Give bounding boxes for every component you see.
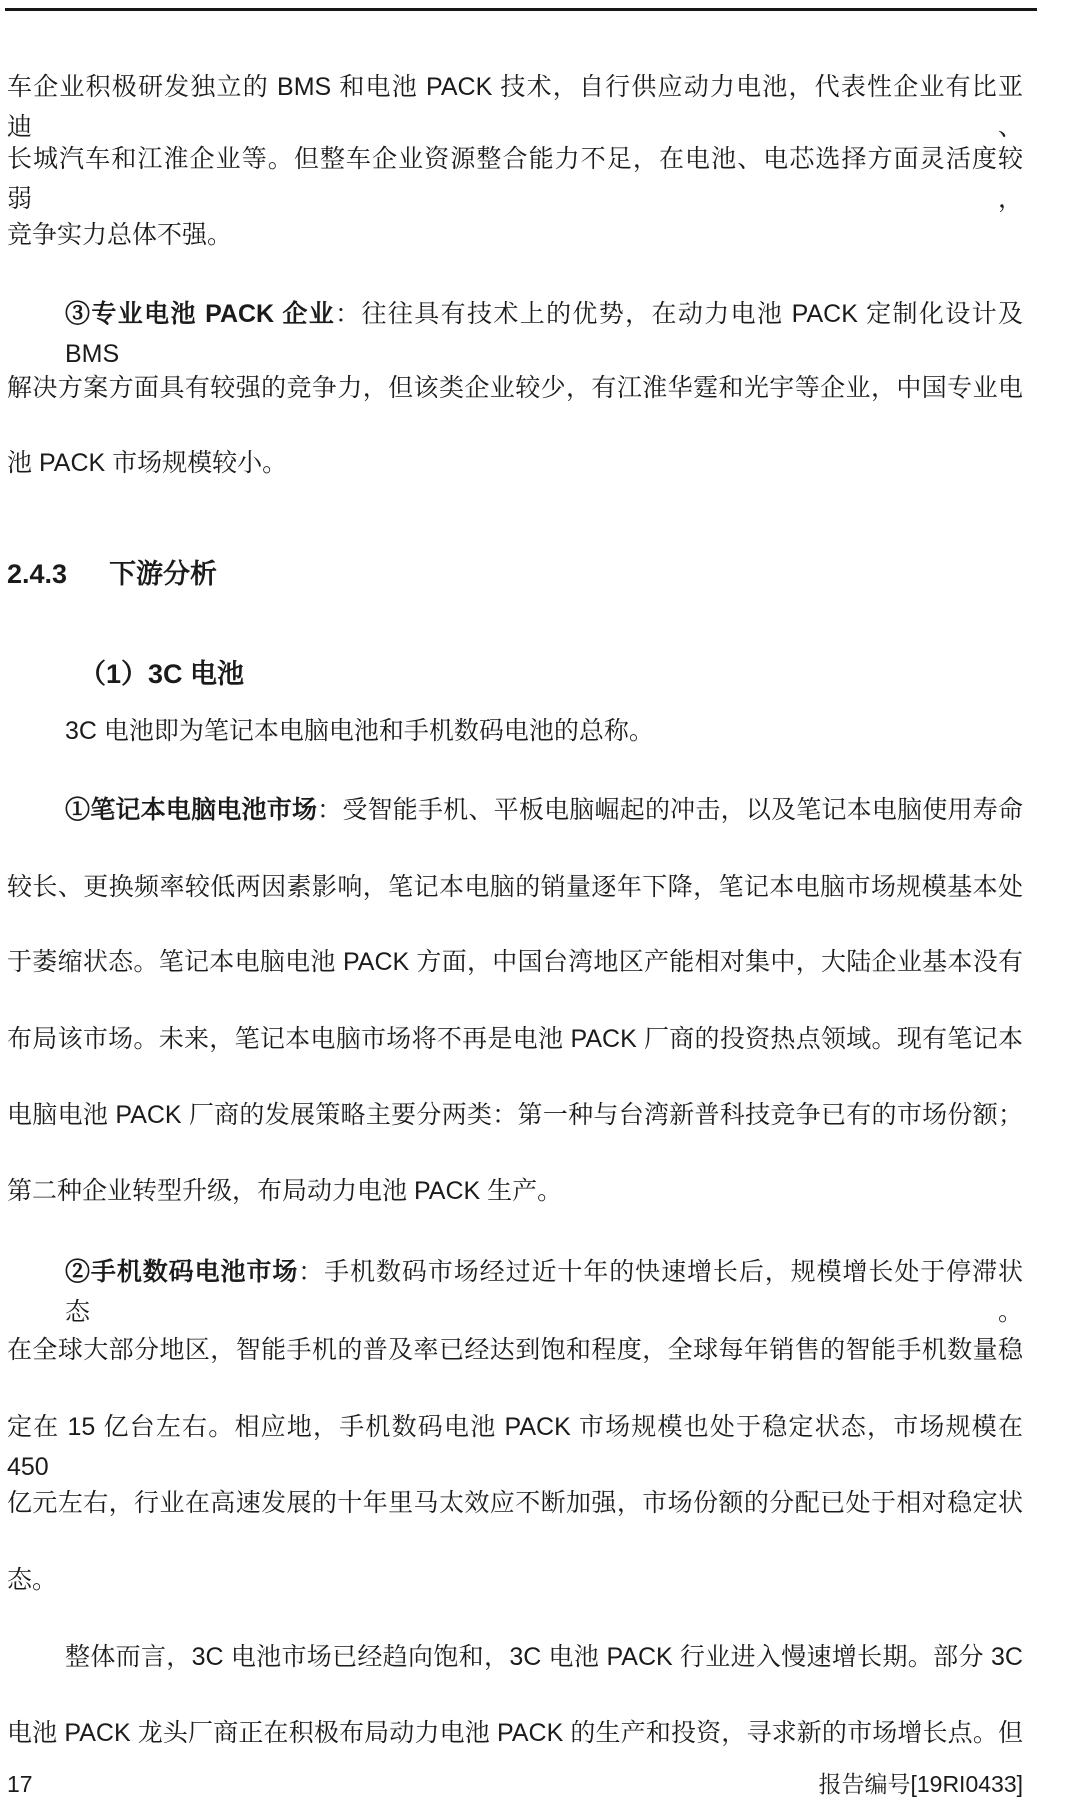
body-line: 布局该市场。未来，笔记本电脑市场将不再是电池 PACK 厂商的投资热点领域。现有笔记本 <box>7 1025 1023 1053</box>
subsection-heading: （1）3C 电池 <box>79 659 245 689</box>
paragraph-label: ③专业电池 PACK 企业 <box>65 300 336 328</box>
body-line: 池 PACK 市场规模较小。 <box>7 449 288 477</box>
paragraph-text: ：手机数码市场经过近十年的快速增长后，规模增长处于停滞状态。 <box>65 1258 1023 1326</box>
page-header-rule <box>5 8 1037 11</box>
body-line: 车企业积极研发独立的 BMS 和电池 PACK 技术，自行供应动力电池，代表性企业有比亚迪、 <box>7 73 1023 141</box>
paragraph-label: ①笔记本电脑电池市场 <box>65 796 318 824</box>
paragraph-text: ：往往具有技术上的优势，在动力电池 PACK 定制化设计及 BMS <box>65 300 1024 368</box>
page-number: 17 <box>7 1771 33 1797</box>
body-line <box>7 1252 1023 1326</box>
body-line: 电池 PACK 龙头厂商正在积极布局动力电池 PACK 的生产和投资，寻求新的市场增长点。但 <box>7 1719 1023 1747</box>
body-line <box>7 294 1024 368</box>
body-line: 3C 电池即为笔记本电脑电池和手机数码电池的总称。 <box>65 717 654 745</box>
body-line: 态。 <box>7 1566 58 1594</box>
body-line: 于萎缩状态。笔记本电脑电池 PACK 方面，中国台湾地区产能相对集中，大陆企业基本没有 <box>7 948 1023 976</box>
section-number: 2.4.3 <box>7 559 68 589</box>
report-code: 报告编号[19RI0433] <box>818 1771 1023 1797</box>
body-line: 长城汽车和江淮企业等。但整车企业资源整合能力不足，在电池、电芯选择方面灵活度较弱， <box>7 145 1023 213</box>
body-line: 电脑电池 PACK 厂商的发展策略主要分两类：第一种与台湾新普科技竞争已有的市场份额； <box>7 1101 1023 1129</box>
body-line: 解决方案方面具有较强的竞争力，但该类企业较少，有江淮华霆和光宇等企业，中国专业电 <box>7 374 1023 402</box>
body-line <box>7 790 1023 830</box>
body-line: 第二种企业转型升级，布局动力电池 PACK 生产。 <box>7 1177 563 1205</box>
body-line: 亿元左右，行业在高速发展的十年里马太效应不断加强，市场份额的分配已处于相对稳定状 <box>7 1489 1023 1517</box>
body-line: 较长、更换频率较低两因素影响，笔记本电脑的销量逐年下降，笔记本电脑市场规模基本处 <box>7 873 1023 901</box>
page-footer <box>7 1767 1023 1801</box>
section-heading <box>7 554 1023 594</box>
body-line: 竞争实力总体不强。 <box>7 221 233 249</box>
paragraph-text: ：受智能手机、平板电脑崛起的冲击，以及笔记本电脑使用寿命 <box>317 796 1023 824</box>
paragraph-label: ②手机数码电池市场 <box>65 1258 299 1286</box>
body-line: 整体而言，3C 电池市场已经趋向饱和，3C 电池 PACK 行业进入慢速增长期。部分 3C <box>65 1643 1023 1671</box>
section-title: 下游分析 <box>109 559 218 589</box>
body-line: 在全球大部分地区，智能手机的普及率已经达到饱和程度，全球每年销售的智能手机数量稳 <box>7 1336 1023 1364</box>
body-line: 定在 15 亿台左右。相应地，手机数码电池 PACK 市场规模也处于稳定状态，市场规模在 450 <box>7 1413 1023 1481</box>
